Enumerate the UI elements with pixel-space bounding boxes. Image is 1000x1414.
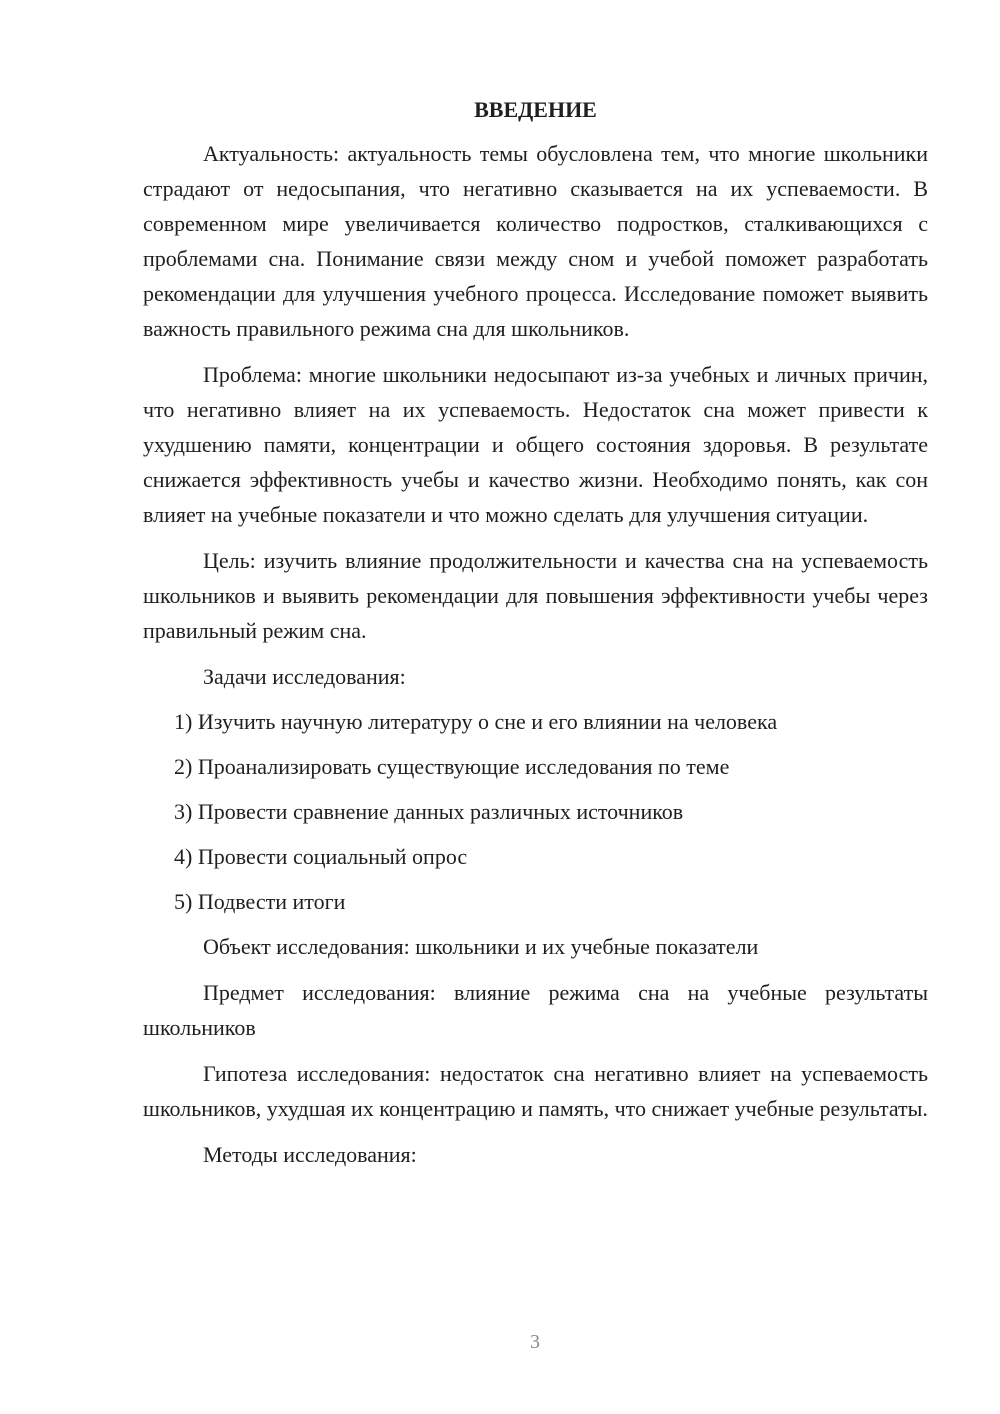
tasks-list: [143, 704, 928, 919]
relevance-paragraph: Актуальность: актуальность темы обусловлена тем, что многие школьники страдают от недосыпания, что негативно сказывается на их успеваемости. В современном мире увеличивается количество подростков, сталкивающихся с проблемами сна. Понимание связи между сном и учебой поможет разработать рекомендации для улучшения учебного процесса. Исследование поможет выявить важность правильного режима сна для школьников.: [143, 141, 928, 341]
list-item: 1) Изучить научную литературу о сне и его влиянии на человека: [174, 709, 778, 734]
page-number: 3: [530, 1331, 540, 1353]
list-item: 2) Проанализировать существующие исследования по теме: [174, 754, 730, 779]
list-item: 3) Провести сравнение данных различных источников: [174, 799, 684, 824]
page-title: ВВЕДЕНИЕ: [474, 97, 597, 122]
list-item: 5) Подвести итоги: [174, 889, 346, 914]
methods-heading: Методы исследования:: [203, 1142, 417, 1167]
goal-paragraph: Цель: изучить влияние продолжительности и качества сна на успеваемость школьников и выявить рекомендации для повышения эффективности учебы через правильный режим сна.: [143, 548, 928, 643]
subject-paragraph: Предмет исследования: влияние режима сна на учебные результаты школьников: [143, 980, 928, 1040]
tasks-heading: Задачи исследования:: [203, 664, 406, 689]
hypothesis-paragraph: Гипотеза исследования: недостаток сна негативно влияет на успеваемость школьников, ухудшая их концентрацию и память, что снижает учебные результаты.: [143, 1061, 928, 1121]
list-item: 4) Провести социальный опрос: [174, 844, 468, 869]
page-content: [143, 94, 928, 1182]
problem-paragraph: Проблема: многие школьники недосыпают из-за учебных и личных причин, что негативно влияет на их успеваемость. Недостаток сна может привести к ухудшению памяти, концентрации и общего состояния здоровья. В результате снижается эффективность учебы и качество жизни. Необходимо понять, как сон влияет на учебные показатели и что можно сделать для улучшения ситуации.: [143, 362, 928, 527]
object-paragraph: Объект исследования: школьники и их учебные показатели: [203, 934, 759, 959]
